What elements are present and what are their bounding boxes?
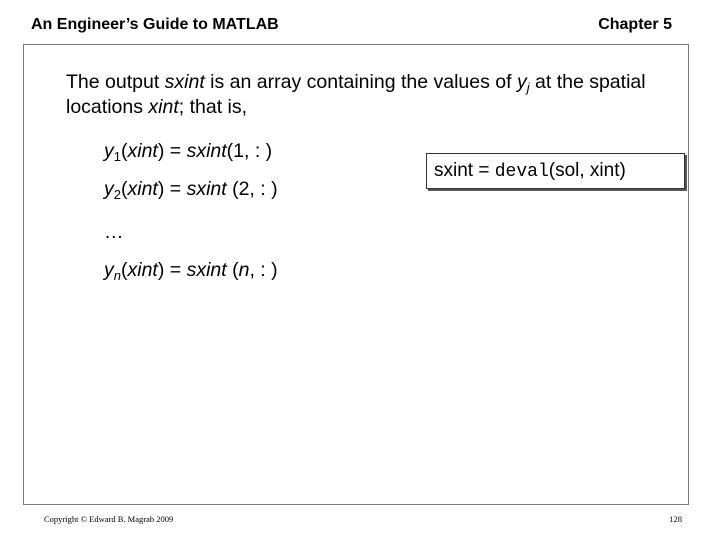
chapter-label: Chapter 5 — [598, 16, 672, 33]
copyright-notice: Copyright © Edward B. Magrab 2009 — [44, 514, 174, 524]
equation-yn: $y_n(xint)$ = sxint (n, : ) — [104, 259, 278, 283]
page-number: 128 — [669, 514, 682, 524]
equation-y1: $y_1(xint)$ = sxint(1, : ) — [104, 140, 273, 164]
intro-paragraph: The output sxint is an array containing the values of $y_j$ at the spatial locations xint; that is, — [66, 71, 646, 118]
code-box: sxint = deval(sol, xint) — [426, 153, 685, 189]
ellipsis: … — [104, 221, 124, 243]
book-title: An Engineer’s Guide to MATLAB — [31, 16, 279, 33]
equation-y2: $y_2(xint)$ = sxint (2, : ) — [104, 178, 278, 202]
